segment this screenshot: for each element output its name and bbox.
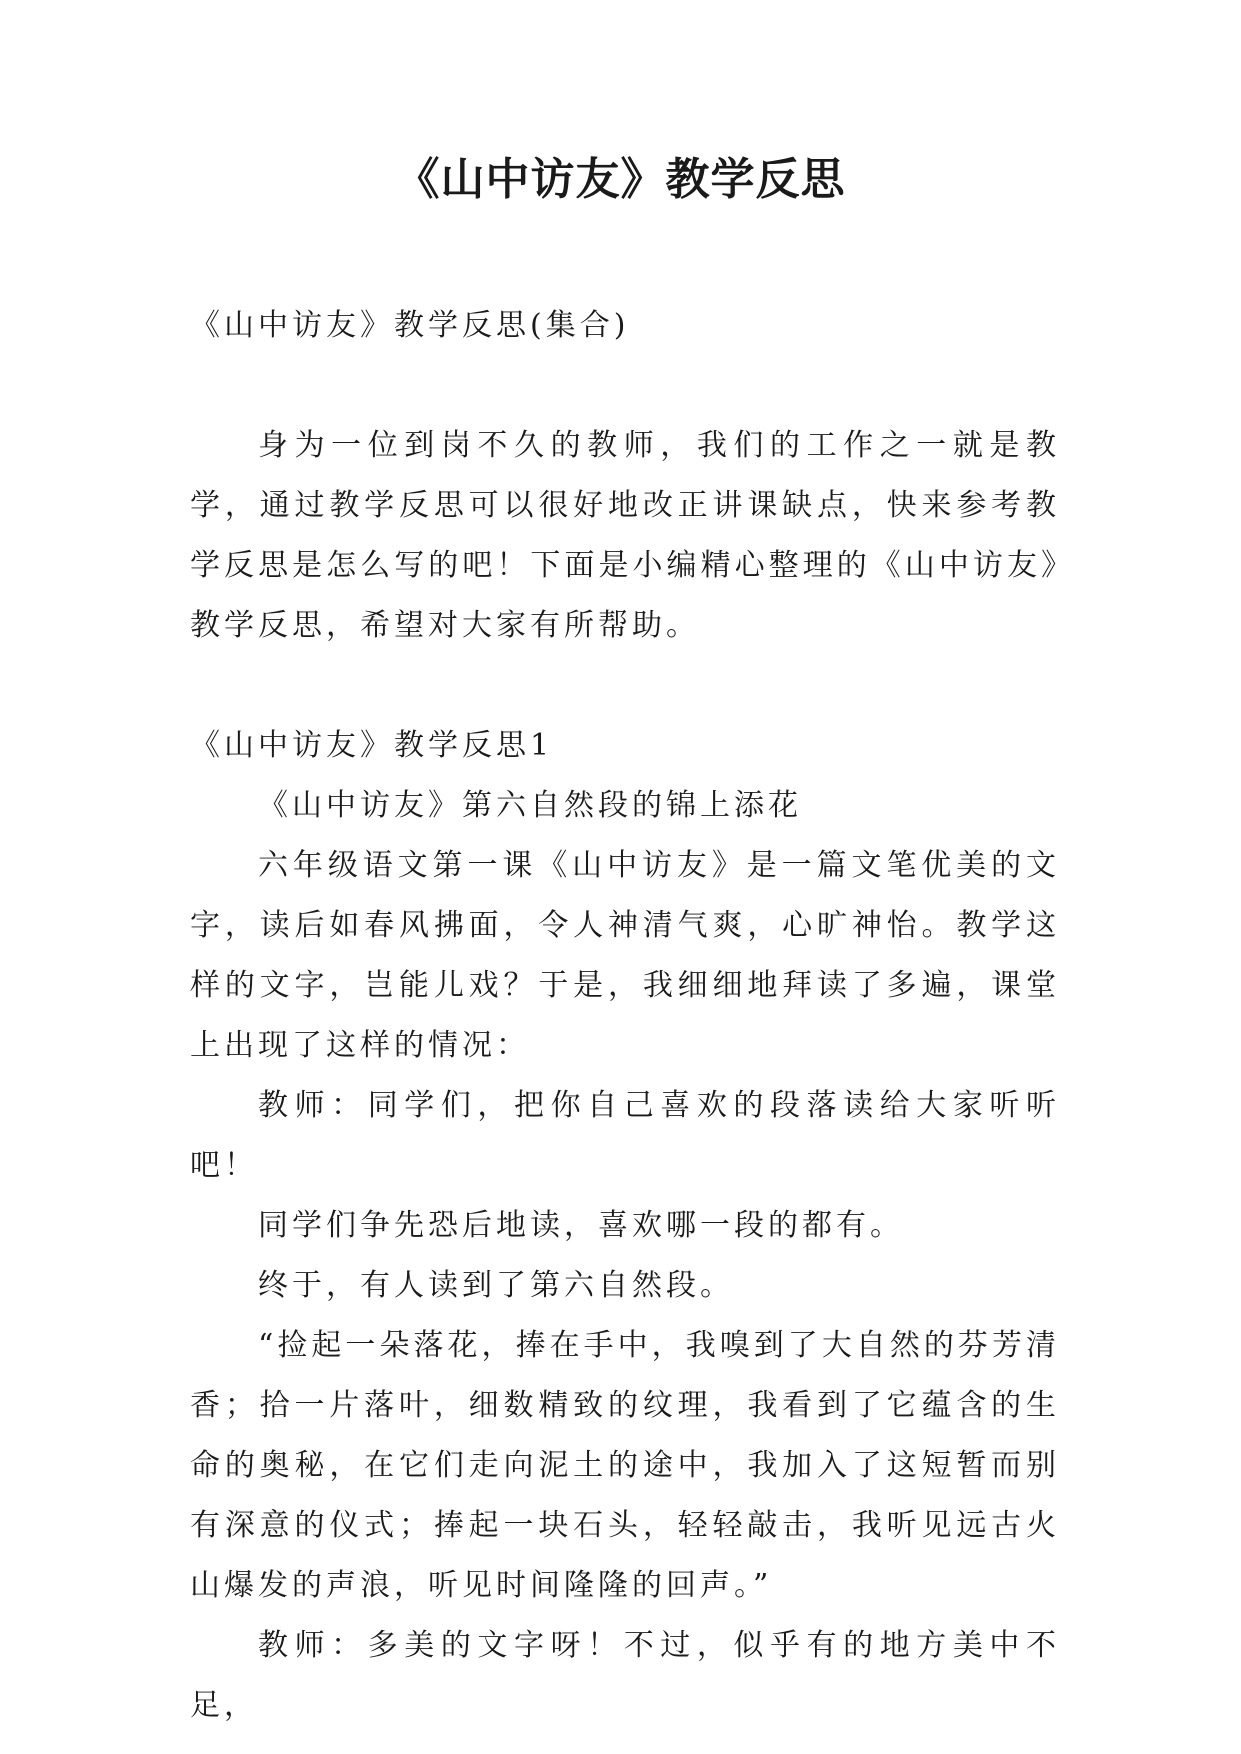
- quoted-paragraph: “捡起一朵落花，捧在手中，我嗅到了大自然的芬芳清香；拾一片落叶，细数精致的纹理，我看到了它蕴含的生命的奥秘，在它们走向泥土的途中，我加入了这短暂而别有深意的仪式；捧起一块石头，轻轻敲击，我听见远古火山爆发的声浪，听见时间隆隆的回声。”: [190, 1328, 1060, 1603]
- page-title: 《山中访友》教学反思: [395, 154, 846, 205]
- body-paragraph: 终于，有人读到了第六自然段。: [258, 1268, 734, 1303]
- document-body: [190, 296, 1060, 1736]
- body-paragraph: 教师：多美的文字呀！不过，似乎有的地方美中不足，: [190, 1628, 1060, 1723]
- intro-paragraph: 身为一位到岗不久的教师，我们的工作之一就是教学，通过教学反思可以很好地改正讲课缺点，快来参考教学反思是怎么写的吧！下面是小编精心整理的《山中访友》教学反思，希望对大家有所帮助。: [190, 428, 1060, 643]
- section-heading: 《山中访友》教学反思1: [190, 728, 554, 763]
- document-subtitle: 《山中访友》教学反思(集合): [190, 308, 630, 343]
- body-paragraph: 同学们争先恐后地读，喜欢哪一段的都有。: [258, 1208, 904, 1243]
- body-paragraph: 六年级语文第一课《山中访友》是一篇文笔优美的文字，读后如春风拂面，令人神清气爽，心旷神怡。教学这样的文字，岂能儿戏？于是，我细细地拜读了多遍，课堂上出现了这样的情况：: [190, 848, 1060, 1063]
- body-paragraph: 教师：同学们，把你自己喜欢的段落读给大家听听吧！: [190, 1088, 1060, 1183]
- section-subheading: 《山中访友》第六自然段的锦上添花: [258, 788, 802, 823]
